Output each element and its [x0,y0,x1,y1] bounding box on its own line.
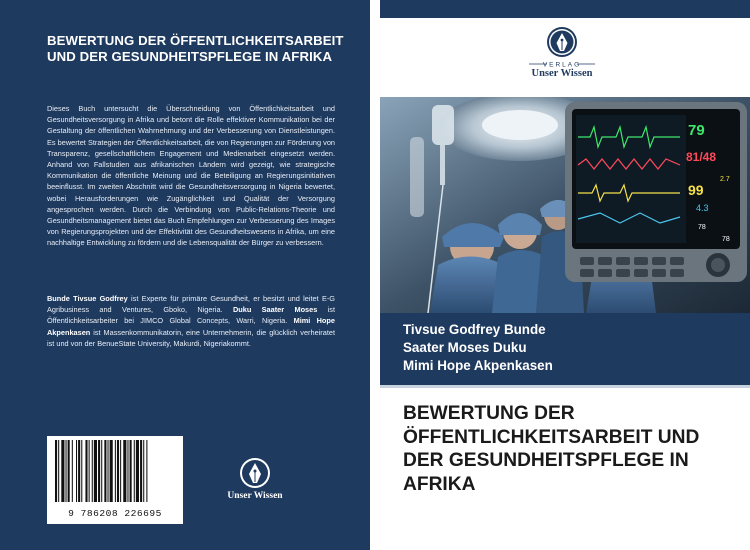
bio-text-1: ist Experte für primäre Gesundheit, er besitzt und leitet E-G Agribusiness and Ventures, Gboko, Nigeria. [47,294,335,315]
authors-panel [380,313,750,385]
monitor-value-a: 2.7 [720,176,730,183]
barcode [47,436,183,524]
back-cover-description: Dieses Buch untersucht die Überschneidung von Öffentlichkeitsarbeit und Gesundheitsversorgung in Afrika und betont die Rolle effektiver Kommunikation bei der Gestaltung der öffentlichen Wahrnehmung und der Verbesserung von Dienstleistungen. Es bewertet Strategien der Öffentlichkeitsarbeit, die von Regierungen zur Förderung von Transparenz, gesellschaftlichem Engagement und Medienarbeit eingesetzt werden. Anhand von Fallstudien aus afrikanischen Ländern wird gezeigt, wie strategische Kommunikation die öffentliche Meinung und die Beteiligung an Regierungsinitiativen beeinflusst. Im zweiten Abschnitt wird die Gesundheitsversorgung in Nigeria bewertet, wobei Herausforderungen wie Zugänglichkeit und Qualität der Versorgung angesprochen werden. Durch die Verbindung von Public-Relations-Theorie und Gesundheitsmanagement bietet das Buch Empfehlungen zur Verbesserung des Images von Regierungsprojekten und der Effektivität des Gesundheitswesens in Afrika, um eine nachhaltige Entwicklung zu fördern und die Lebensqualität der Bürger zu verbessern. [47,104,335,248]
publisher-name-front: Unser Wissen [531,68,593,79]
iv-bag [432,105,454,145]
monitor-hr: 79 [688,122,705,139]
publisher-name-back: Unser Wissen [227,491,283,501]
bio-text-3: ist Massenkommunikatorin, eine Unternehmerin, die glücklich verheiratet ist und von der BenueState University, Makurdi, Nigeriakommt. [47,327,335,348]
monitor-spo2: 99 [688,182,704,198]
monitor-value-d: 78 [722,236,730,243]
author-name-2: Saater Moses Duku [403,340,527,355]
pen-nib-icon [517,26,607,68]
author-bios [47,293,335,349]
isbn-number: 9 786208 226695 [68,508,162,519]
monitor-bp: 81/48 [686,150,717,164]
verlag-label: VERLAG [542,61,582,68]
bio-name-1: Bunde Tivsue Godfrey [47,294,128,303]
spine [370,0,380,550]
front-cover [380,0,750,550]
barcode-bars [51,440,179,506]
patient-monitor [565,102,747,282]
author-name-1: Tivsue Godfrey Bunde [403,322,546,337]
front-cover-title: BEWERTUNG DER ÖFFENTLICHKEITSARBEIT UND DER GESUNDHEITSPFLEGE IN AFRIKA [403,403,700,495]
bio-text-2: ist Öffentlichkeitsarbeiter bei JIMCO Global Concepts, Warri, Nigeria. [47,305,335,326]
bio-name-3: Mimi Hope Akpenkasen [47,316,335,337]
publisher-logo-front [517,26,607,86]
divider [380,385,750,388]
bio-name-2: Duku Saater Moses [232,305,318,315]
pen-nib-icon [215,456,295,490]
author-name-3: Mimi Hope Akpenkasen [403,358,553,373]
cover-photo-operating-room [380,97,750,313]
operating-room-illustration [380,97,750,313]
monitor-value-c: 78 [698,224,706,231]
front-top-band [380,0,750,18]
monitor-value-b: 4.3 [696,203,709,213]
back-cover [0,0,370,550]
publisher-logo-back [215,456,295,506]
back-cover-title: BEWERTUNG DER ÖFFENTLICHKEITSARBEIT UND DER GESUNDHEITSPFLEGE IN AFRIKA [47,33,344,64]
